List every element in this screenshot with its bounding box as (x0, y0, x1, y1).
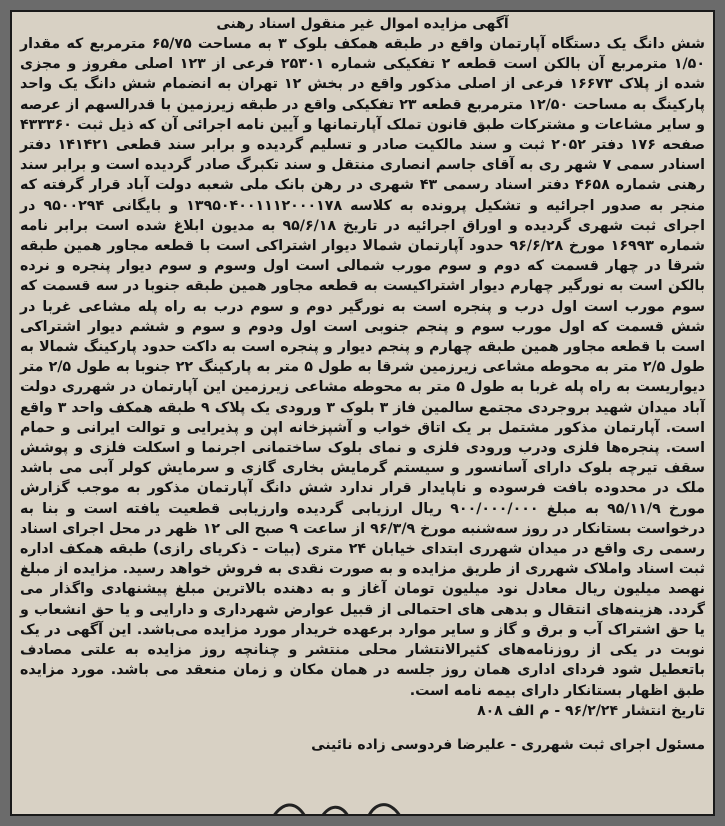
newspaper-clipping (10, 10, 715, 816)
signature: مسئول اجرای ثبت شهرری - علیرضا فردوسی زاده نائینی (311, 736, 705, 753)
notice-body: شش دانگ یک دستگاه آپارتمان واقع در طبقه همکف بلوک ۳ به مساحت ۶۵/۷۵ مترمربع که مقدار ۱/۵۰ مترمربع آن بالکن است قطعه ۲ تفکیکی شماره ۲۵۳۰۱ فرعی از ۱۲۳ اصلی مفروز و مجزی شده از پلاک ۱۶۶۷۳ فرعی از اصلی مذکور واقع در بخش ۱۲ تهران به انضمام شش دانگ یک واحد پارکینگ به مساحت ۱۲/۵۰ مترمربع قطعه ۲۳ تفکیکی واقع در طبقه زیرزمین با قدرالسهم از عرصه و سایر مشاعات و مشترکات طبق قانون تملک آپارتمانها و آیین نامه اجرائی آن که ذیل ثبت ۴۳۳۳۶۰ صفحه ۱۷۶ دفتر ۲۰۵۲ ثبت و سند مالکیت صادر و تسلیم گردیده و برابر سند قطعی ۱۴۱۴۲۱ دفتر اسنادر سمی ۷ شهر ری به آقای جاسم انصاری منتقل و سند تکبرگ صادر گردیده است و برابر سند رهنی شماره ۴۶۵۸ دفتر اسناد رسمی ۴۳ شهری در رهن بانک ملی شعبه دولت آباد قرار گرفته که منجر به صدور اجرائیه و تشکیل پرونده به کلاسه ۱۳۹۵۰۴۰۰۱۱۱۲۰۰۰۱۷۸ و بایگانی ۹۵۰۰۲۹۴ در اجرای ثبت شهری گردیده و اوراق اجرائیه در تاریخ ۹۵/۶/۱۸ به مدیون ابلاغ شده است برابر نامه شماره ۱۶۹۹۳ مورخ ۹۶/۶/۲۸ حدود آپارتمان شمالا دیوار اشتراکی است با قطعه مجاور همین طبقه شرقا در چهار قسمت که دوم و سوم مورب شمالی است اول وسوم و سوم دیوار پنجره و نرده بالکن است به نورگیر چهارم دیوار اشتراکیست به قطعه مجاور همین طبقه جنوبا در سه قسمت که سوم مورب است اول درب و پنجره است به نورگیر دوم و سوم درب به راه پله مشاعی غربا در شش قسمت که اول مورب سوم و پنجم جنوبی است اول ودوم و سوم و ششم دیوار اشتراکی است با قطعه مجاور همین طبقه چهارم و پنجم دیوار و پنجره است به داکت حدود پارکینگ شمالا به طول ۲/۵ متر به محوطه مشاعی زیرزمین شرقا به طول ۵ متر به پارکینگ ۲۲ جنوبا به طول ۲/۵ متر دیواریست به راه پله غربا به طول ۵ متر به محوطه مشاعی زیرزمین این آپارتمان در شهرری دولت آباد میدان شهید بروجردی مجتمع سالمین فاز ۳ بلوک ۳ ورودی یک پلاک ۹ طبقه همکف واحد ۳ واقع است. آپارتمان مذکور مشتمل بر یک اتاق خواب و آشپزخانه اپن و پذیرایی و توالت ایرانی و حمام است. پنجره‌ها فلزی ودرب ورودی فلزی و نمای بلوک ساختمانی اجرنما و اسکلت فلزی و پوشش سقف تیرچه بلوک دارای آسانسور و سیستم گرمایش بخاری گازی و سرمایش کولر آبی می باشد ملک در محدوده بافت فرسوده و ناپایدار قرار ندارد شش دانگ آپارتمان مذکور به موجب گزارش مورخ ۹۵/۱۱/۹ به مبلغ ۹۰۰/۰۰۰/۰۰۰ ریال ارزیابی گردیده وارزیابی قطعیت یافته است و بنا به درخواست بستانکار در روز سه‌شنبه مورخ ۹۶/۳/۹ از ساعت ۹ صبح الی ۱۲ ظهر در محل اجرای اسناد رسمی ری واقع در میدان شهرری ابتدای خیابان ۲۴ متری (بیات - ذکریای رازی) طبقه همکف اداره ثبت اسناد واملاک شهرری از طریق مزایده و به صورت نقدی به فروش خواهد رسید. مزایده از مبلغ نهصد میلیون ریال معادل نود میلیون تومان آغاز و به دهنده بالاترین مبلغ پیشنهادی واگذار می گردد. هزینه‌های انتقال و بدهی های احتمالی از قبیل عوارض شهرداری و دارایی و یا حق انشعاب و یا حق اشتراک آب و برق و گاز و سایر موارد برعهده خریدار مورد مزایده می‌باشد. این آگهی در یک نوبت در یکی از روزنامه‌های کثیرالانتشار محلی منتشر و چنانچه روز مزایده به علتی مصادف باتعطیل شود فردای اداری همان روز جلسه در همان مکان و زمان منعقد می باشد. مورد مزایده طبق اظهار بستانکار دارای بیمه نامه است. (20, 36, 706, 699)
handwritten-mark (262, 794, 422, 816)
notice-title: آگهی مزایده اموال غیر منقول اسناد رهنی (216, 16, 509, 32)
publish-date: تاریخ انتشار ۹۶/۲/۲۴ - م الف ۸۰۸ (477, 702, 705, 719)
